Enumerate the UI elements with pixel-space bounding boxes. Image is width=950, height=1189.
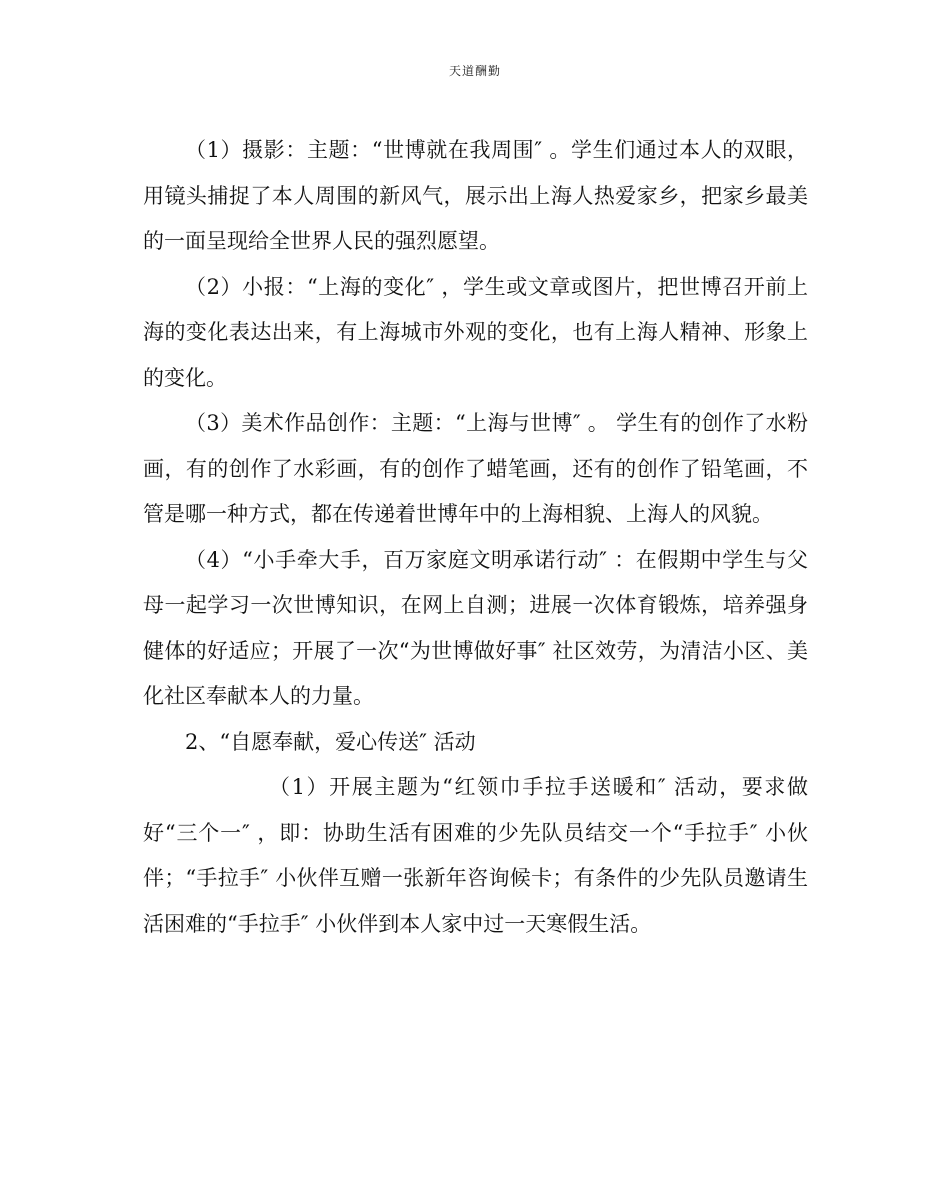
section-heading-volunteer: 2、“自愿奉献，爱心传送″ 活动 xyxy=(185,729,476,754)
paragraph-newspaper: （2）小报：“上海的变化″ ，学生或文章或图片，把世博召开前上海的变化表达出来，有上海城市外观的变化，也有上海人精神、形象上的变化。 xyxy=(143,274,808,390)
paragraph-family-pledge: （4）“小手牵大手，百万家庭文明承诺行动″ ：在假期中学生与父母一起学习一次世博知识，在网上自测；进展一次体育锻炼，培养强身健体的好适应；开展了一次“为世博做好事″ 社区效劳，为清洁小区、美化社区奉献本人的力量。 xyxy=(143,547,808,708)
page-header: 天道酬勤 xyxy=(448,64,501,78)
paragraph-hand-in-hand: （1）开展主题为“红领巾手拉手送暖和″ 活动，要求做好“三个一″ ，即：协助生活有困难的少先队员结交一个“手拉手″ 小伙伴；“手拉手″ 小伙伴互赠一张新年咨询候卡；有条件的少先队员邀请生活困难的“手拉手″ 小伙伴到本人家中过一天寒假生活。 xyxy=(143,775,808,936)
paragraph-art-creation: （3）美术作品创作：主题：“上海与世博″ 。 学生有的创作了水粉画，有的创作了水彩画，有的创作了蜡笔画，还有的创作了铅笔画，不管是哪一种方式，都在传递着世博年中的上海相貌、上海人的风貌。 xyxy=(143,411,808,526)
document-body xyxy=(143,128,808,947)
paragraph-photography: （1）摄影：主题：“世博就在我周围″ 。学生们通过本人的双眼，用镜头捕捉了本人周围的新风气，展示出上海人热爱家乡，把家乡最美的一面呈现给全世界人民的强烈愿望。 xyxy=(143,138,808,253)
